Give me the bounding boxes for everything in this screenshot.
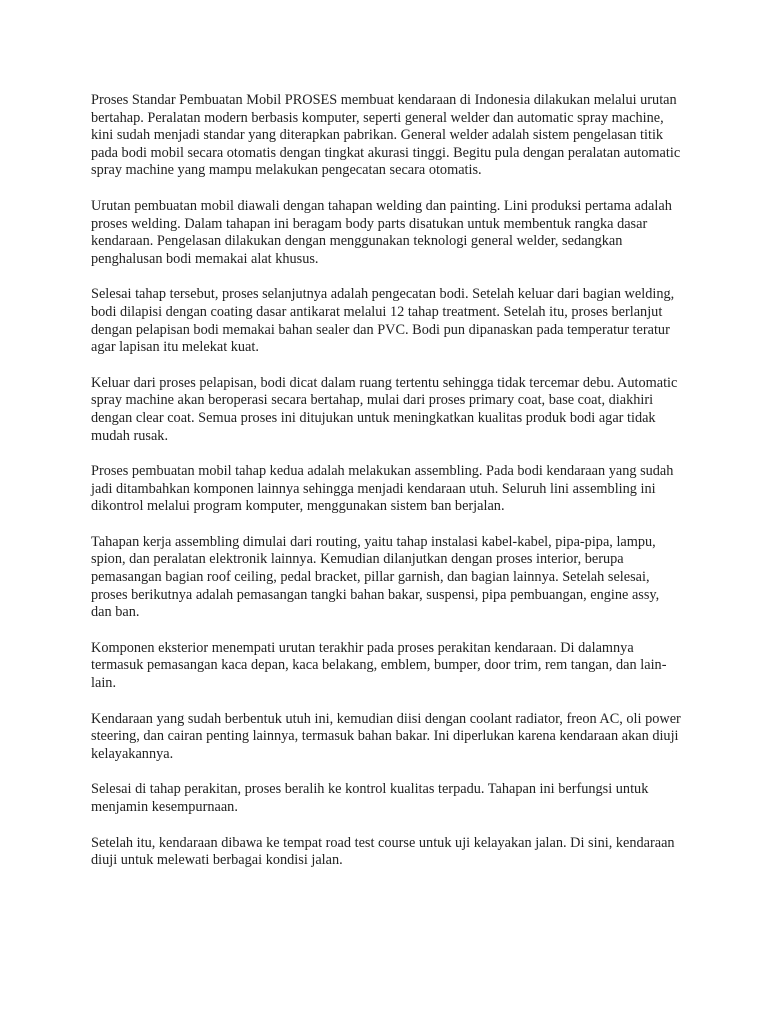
paragraph-7: Komponen eksterior menempati urutan terakhir pada proses perakitan kendaraan. Di dalamnya termasuk pemasangan kaca depan, kaca belakang, emblem, bumper, door trim, rem tangan, dan lain-lain. bbox=[91, 639, 667, 692]
paragraph-1: Proses Standar Pembuatan Mobil PROSES membuat kendaraan di Indonesia dilakukan melalui urutan bertahap. Peralatan modern berbasis komputer, seperti general welder dan automatic spray machine, kini sudah menjadi standar yang diterapkan pabrikan. General welder adalah sistem pengelasan titik pada bodi mobil secara otomatis dengan tingkat akurasi tinggi. Begitu pula dengan peralatan automatic spray machine yang mampu melakukan pengecatan secara otomatis. bbox=[91, 92, 681, 179]
paragraph-4: Keluar dari proses pelapisan, bodi dicat dalam ruang tertentu sehingga tidak tercemar debu. Automatic spray machine akan beroperasi secara bertahap, mulai dari proses primary coat, base coat, diakhiri dengan clear coat. Semua proses ini ditujukan untuk meningkatkan kualitas produk bodi agar tidak mudah rusak. bbox=[91, 374, 678, 444]
paragraph-2: Urutan pembuatan mobil diawali dengan tahapan welding dan painting. Lini produksi pertama adalah proses welding. Dalam tahapan ini beragam body parts disatukan untuk membentuk rangka dasar kendaraan. Pengelasan dilakukan dengan menggunakan teknologi general welder, sedangkan penghalusan bodi memakai alat khusus. bbox=[91, 197, 672, 267]
paragraph-3: Selesai tahap tersebut, proses selanjutnya adalah pengecatan bodi. Setelah keluar dari bagian welding, bodi dilapisi dengan coating dasar antikarat melalui 12 tahap treatment. Setelah itu, proses berlanjut dengan pelapisan bodi memakai bahan sealer dan PVC. Bodi pun dipanaskan pada temperatur teratur agar lapisan itu melekat kuat. bbox=[91, 286, 675, 356]
paragraph-6: Tahapan kerja assembling dimulai dari routing, yaitu tahap instalasi kabel-kabel, pipa-pipa, lampu, spion, dan peralatan elektronik lainnya. Kemudian dilanjutkan dengan proses interior, berupa pemasangan bagian roof ceiling, pedal bracket, pillar garnish, dan bagian lainnya. Setelah selesai, proses berikutnya adalah pemasangan tangki bahan bakar, suspensi, pipa pembuangan, engine assy, dan ban. bbox=[91, 533, 660, 621]
paragraph-10: Setelah itu, kendaraan dibawa ke tempat road test course untuk uji kelayakan jalan. Di sini, kendaraan diuji untuk melewati berbagai kondisi jalan. bbox=[91, 834, 675, 869]
paragraph-5: Proses pembuatan mobil tahap kedua adalah melakukan assembling. Pada bodi kendaraan yang sudah jadi ditambahkan komponen lainnya sehingga menjadi kendaraan utuh. Seluruh lini assembling ini dikontrol melalui program komputer, menggunakan sistem ban berjalan. bbox=[91, 463, 674, 515]
paragraph-9: Selesai di tahap perakitan, proses beralih ke kontrol kualitas terpadu. Tahapan ini berfungsi untuk menjamin kesempurnaan. bbox=[91, 781, 649, 815]
paragraph-8: Kendaraan yang sudah berbentuk utuh ini, kemudian diisi dengan coolant radiator, freon AC, oli power steering, dan cairan penting lainnya, termasuk bahan bakar. Ini diperlukan karena kendaraan akan diuji kelayakannya. bbox=[91, 710, 681, 762]
document-body bbox=[91, 92, 681, 888]
